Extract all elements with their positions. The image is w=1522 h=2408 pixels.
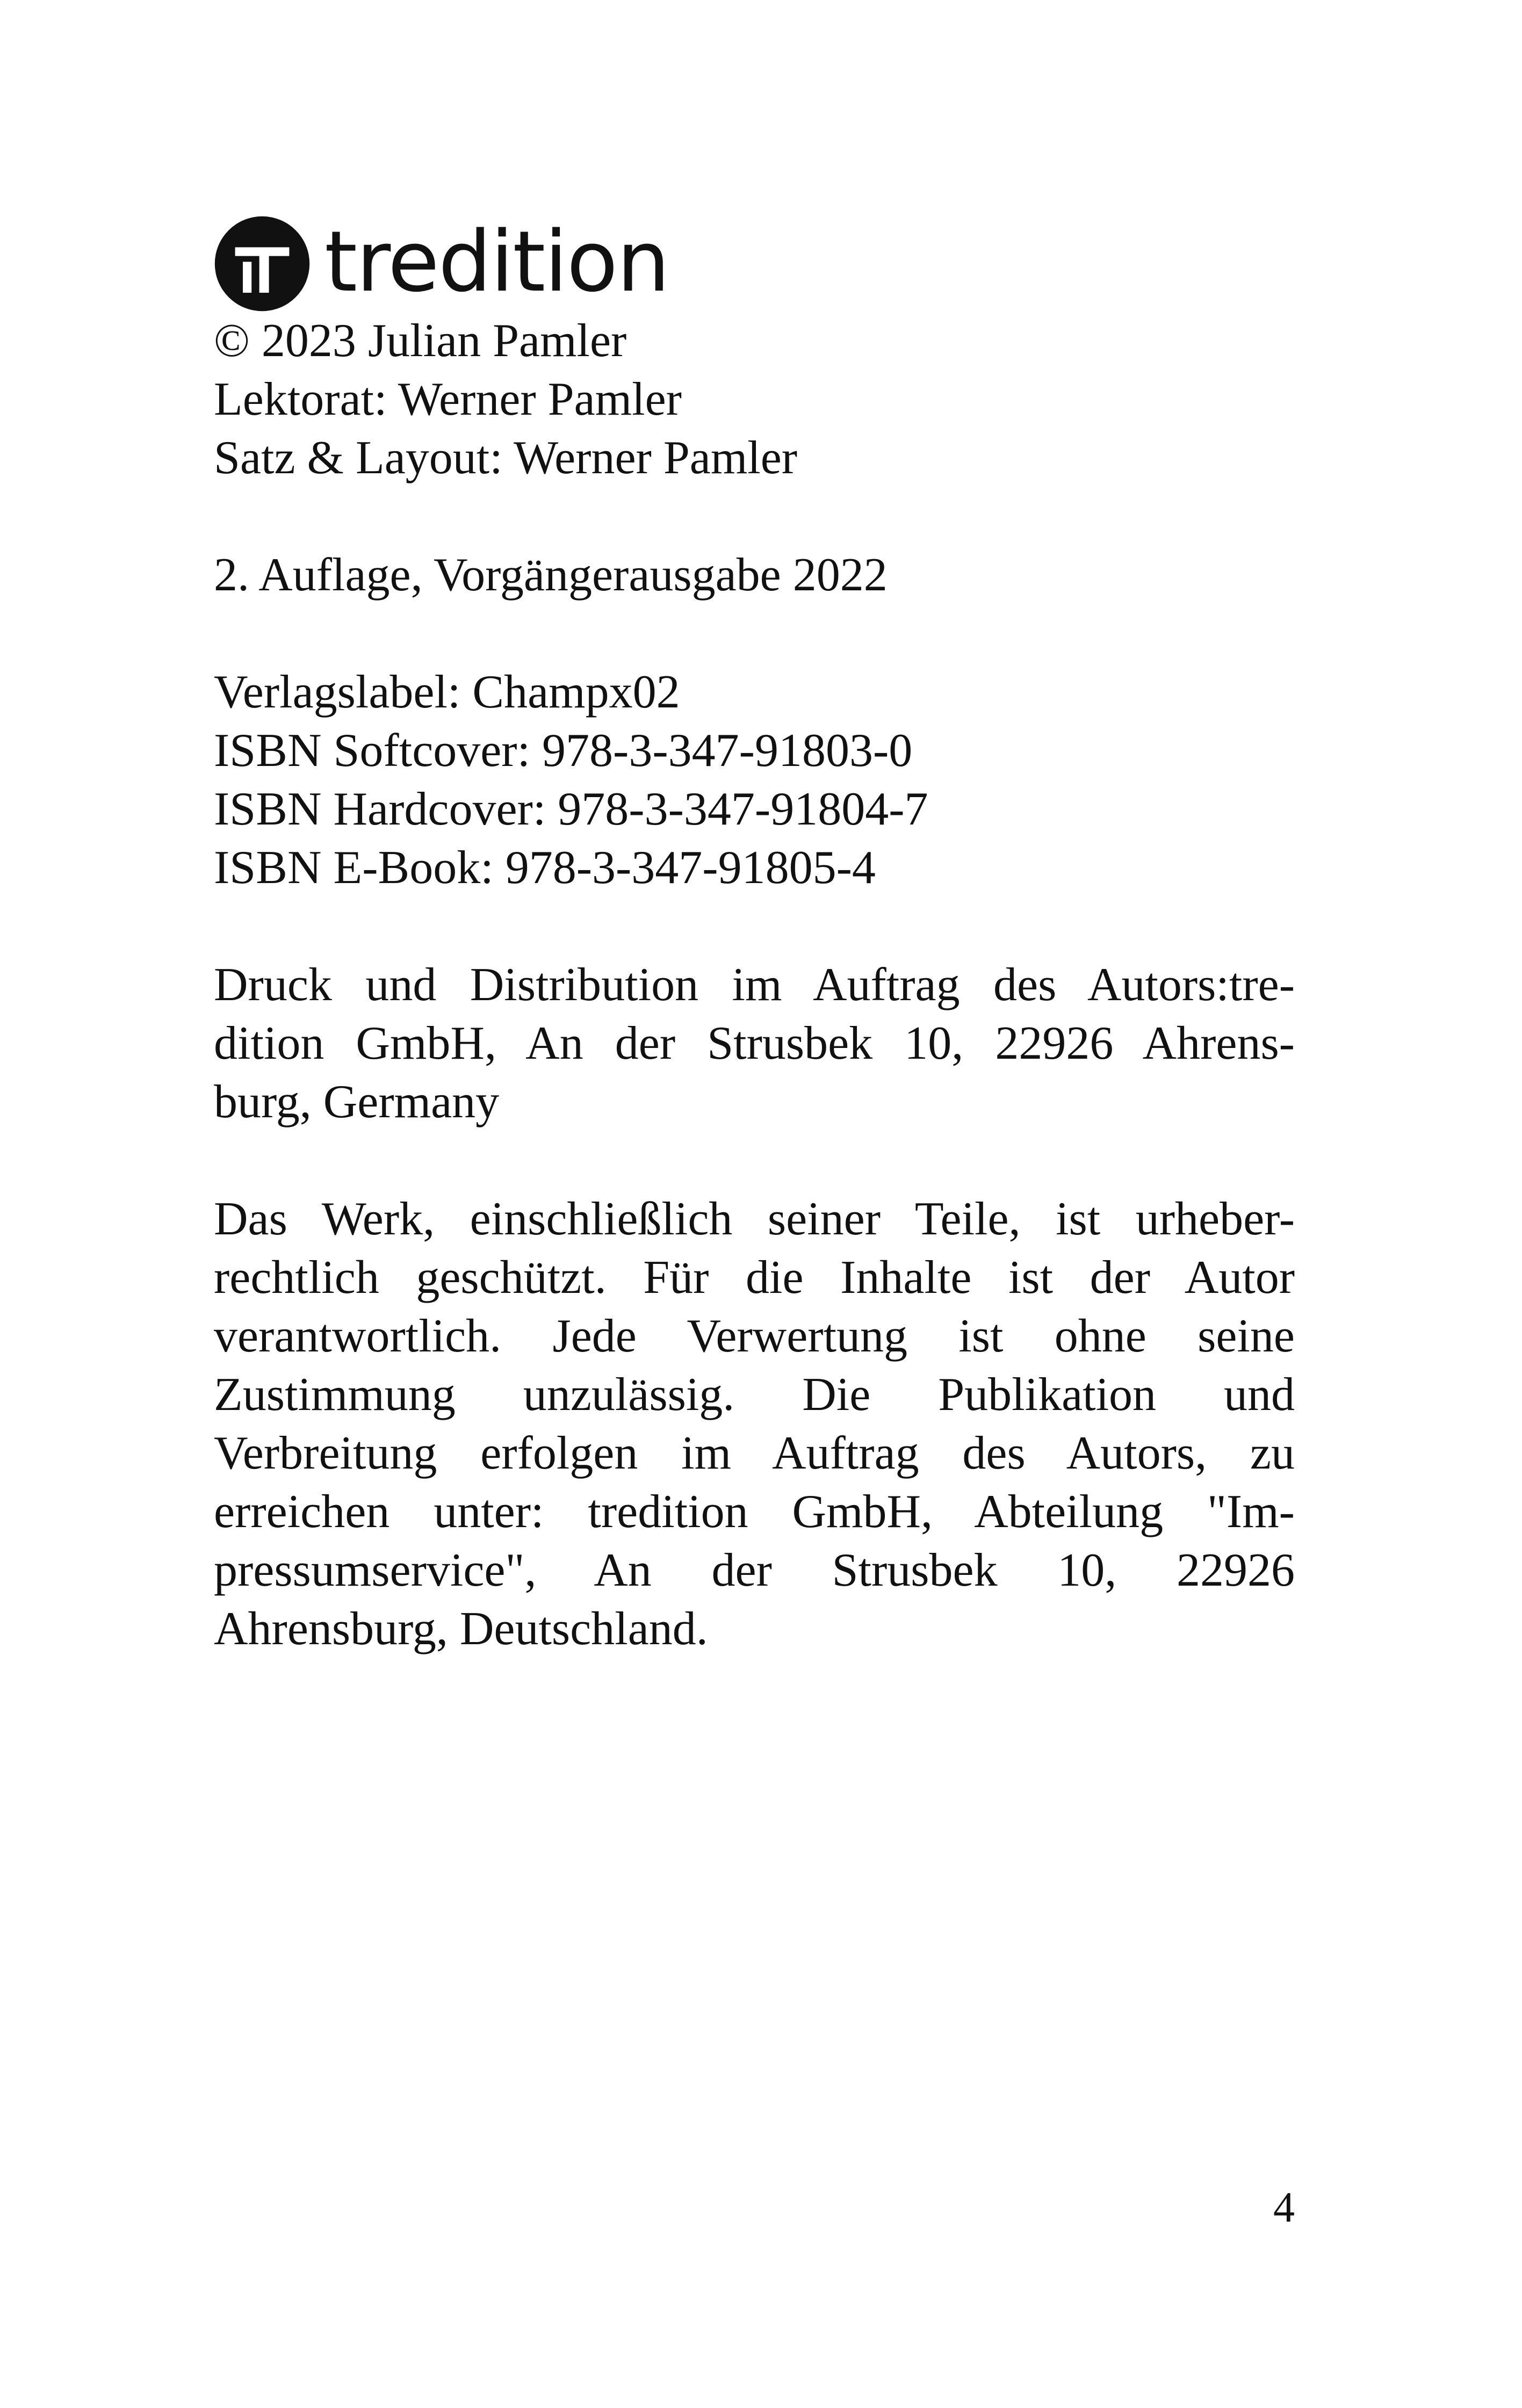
paragraph-line: rechtlich geschützt. Für die Inhalte ist der Autor bbox=[214, 1252, 1295, 1304]
paragraph-line: burg, Germany bbox=[214, 1076, 500, 1128]
editing-credit: Lektorat: Werner Pamler bbox=[214, 373, 682, 425]
logo-wordmark: tredition bbox=[324, 212, 669, 310]
isbn-ebook: ISBN E-Book: 978-3-347-91805-4 bbox=[214, 842, 876, 894]
paragraph-line: Ahrensburg, Deutschland. bbox=[214, 1603, 708, 1655]
paragraph-line: Das Werk, einschließlich seiner Teile, ist urheber- bbox=[214, 1193, 1295, 1245]
edition-info: 2. Auflage, Vorgängerausgabe 2022 bbox=[214, 549, 888, 601]
spacer bbox=[214, 604, 1295, 663]
paragraph-line: Verbreitung erfolgen im Auftrag des Autors, zu bbox=[214, 1427, 1295, 1479]
paragraph-line: erreichen unter: tredition GmbH, Abteilung "Im- bbox=[214, 1486, 1295, 1538]
imprint-content bbox=[214, 312, 1295, 1658]
tredition-logo-icon bbox=[214, 215, 311, 312]
spacer bbox=[214, 487, 1295, 546]
paragraph-line: Zustimmung unzulässig. Die Publikation und bbox=[214, 1369, 1295, 1421]
page-number: 4 bbox=[1273, 2184, 1295, 2231]
isbn-hardcover: ISBN Hardcover: 978-3-347-91804-7 bbox=[214, 783, 928, 835]
paragraph-line: verantwortlich. Jede Verwertung ist ohne seine bbox=[214, 1310, 1295, 1362]
isbn-softcover: ISBN Softcover: 978-3-347-91803-0 bbox=[214, 725, 913, 777]
distribution-paragraph bbox=[214, 956, 1295, 1131]
legal-paragraph bbox=[214, 1190, 1295, 1658]
publisher-logo bbox=[214, 214, 669, 313]
paragraph-line: pressumservice", An der Strusbek 10, 22926 bbox=[214, 1544, 1295, 1596]
paragraph-line: dition GmbH, An der Strusbek 10, 22926 Ahrens- bbox=[214, 1017, 1295, 1069]
typesetting-credit: Satz & Layout: Werner Pamler bbox=[214, 432, 798, 484]
spacer bbox=[214, 897, 1295, 956]
paragraph-line: Druck und Distribution im Auftrag des Autors:tre- bbox=[214, 959, 1295, 1011]
publisher-label: Verlagslabel: Champx02 bbox=[214, 666, 680, 718]
copyright-line: © 2023 Julian Pamler bbox=[214, 315, 627, 367]
spacer bbox=[214, 1131, 1295, 1190]
